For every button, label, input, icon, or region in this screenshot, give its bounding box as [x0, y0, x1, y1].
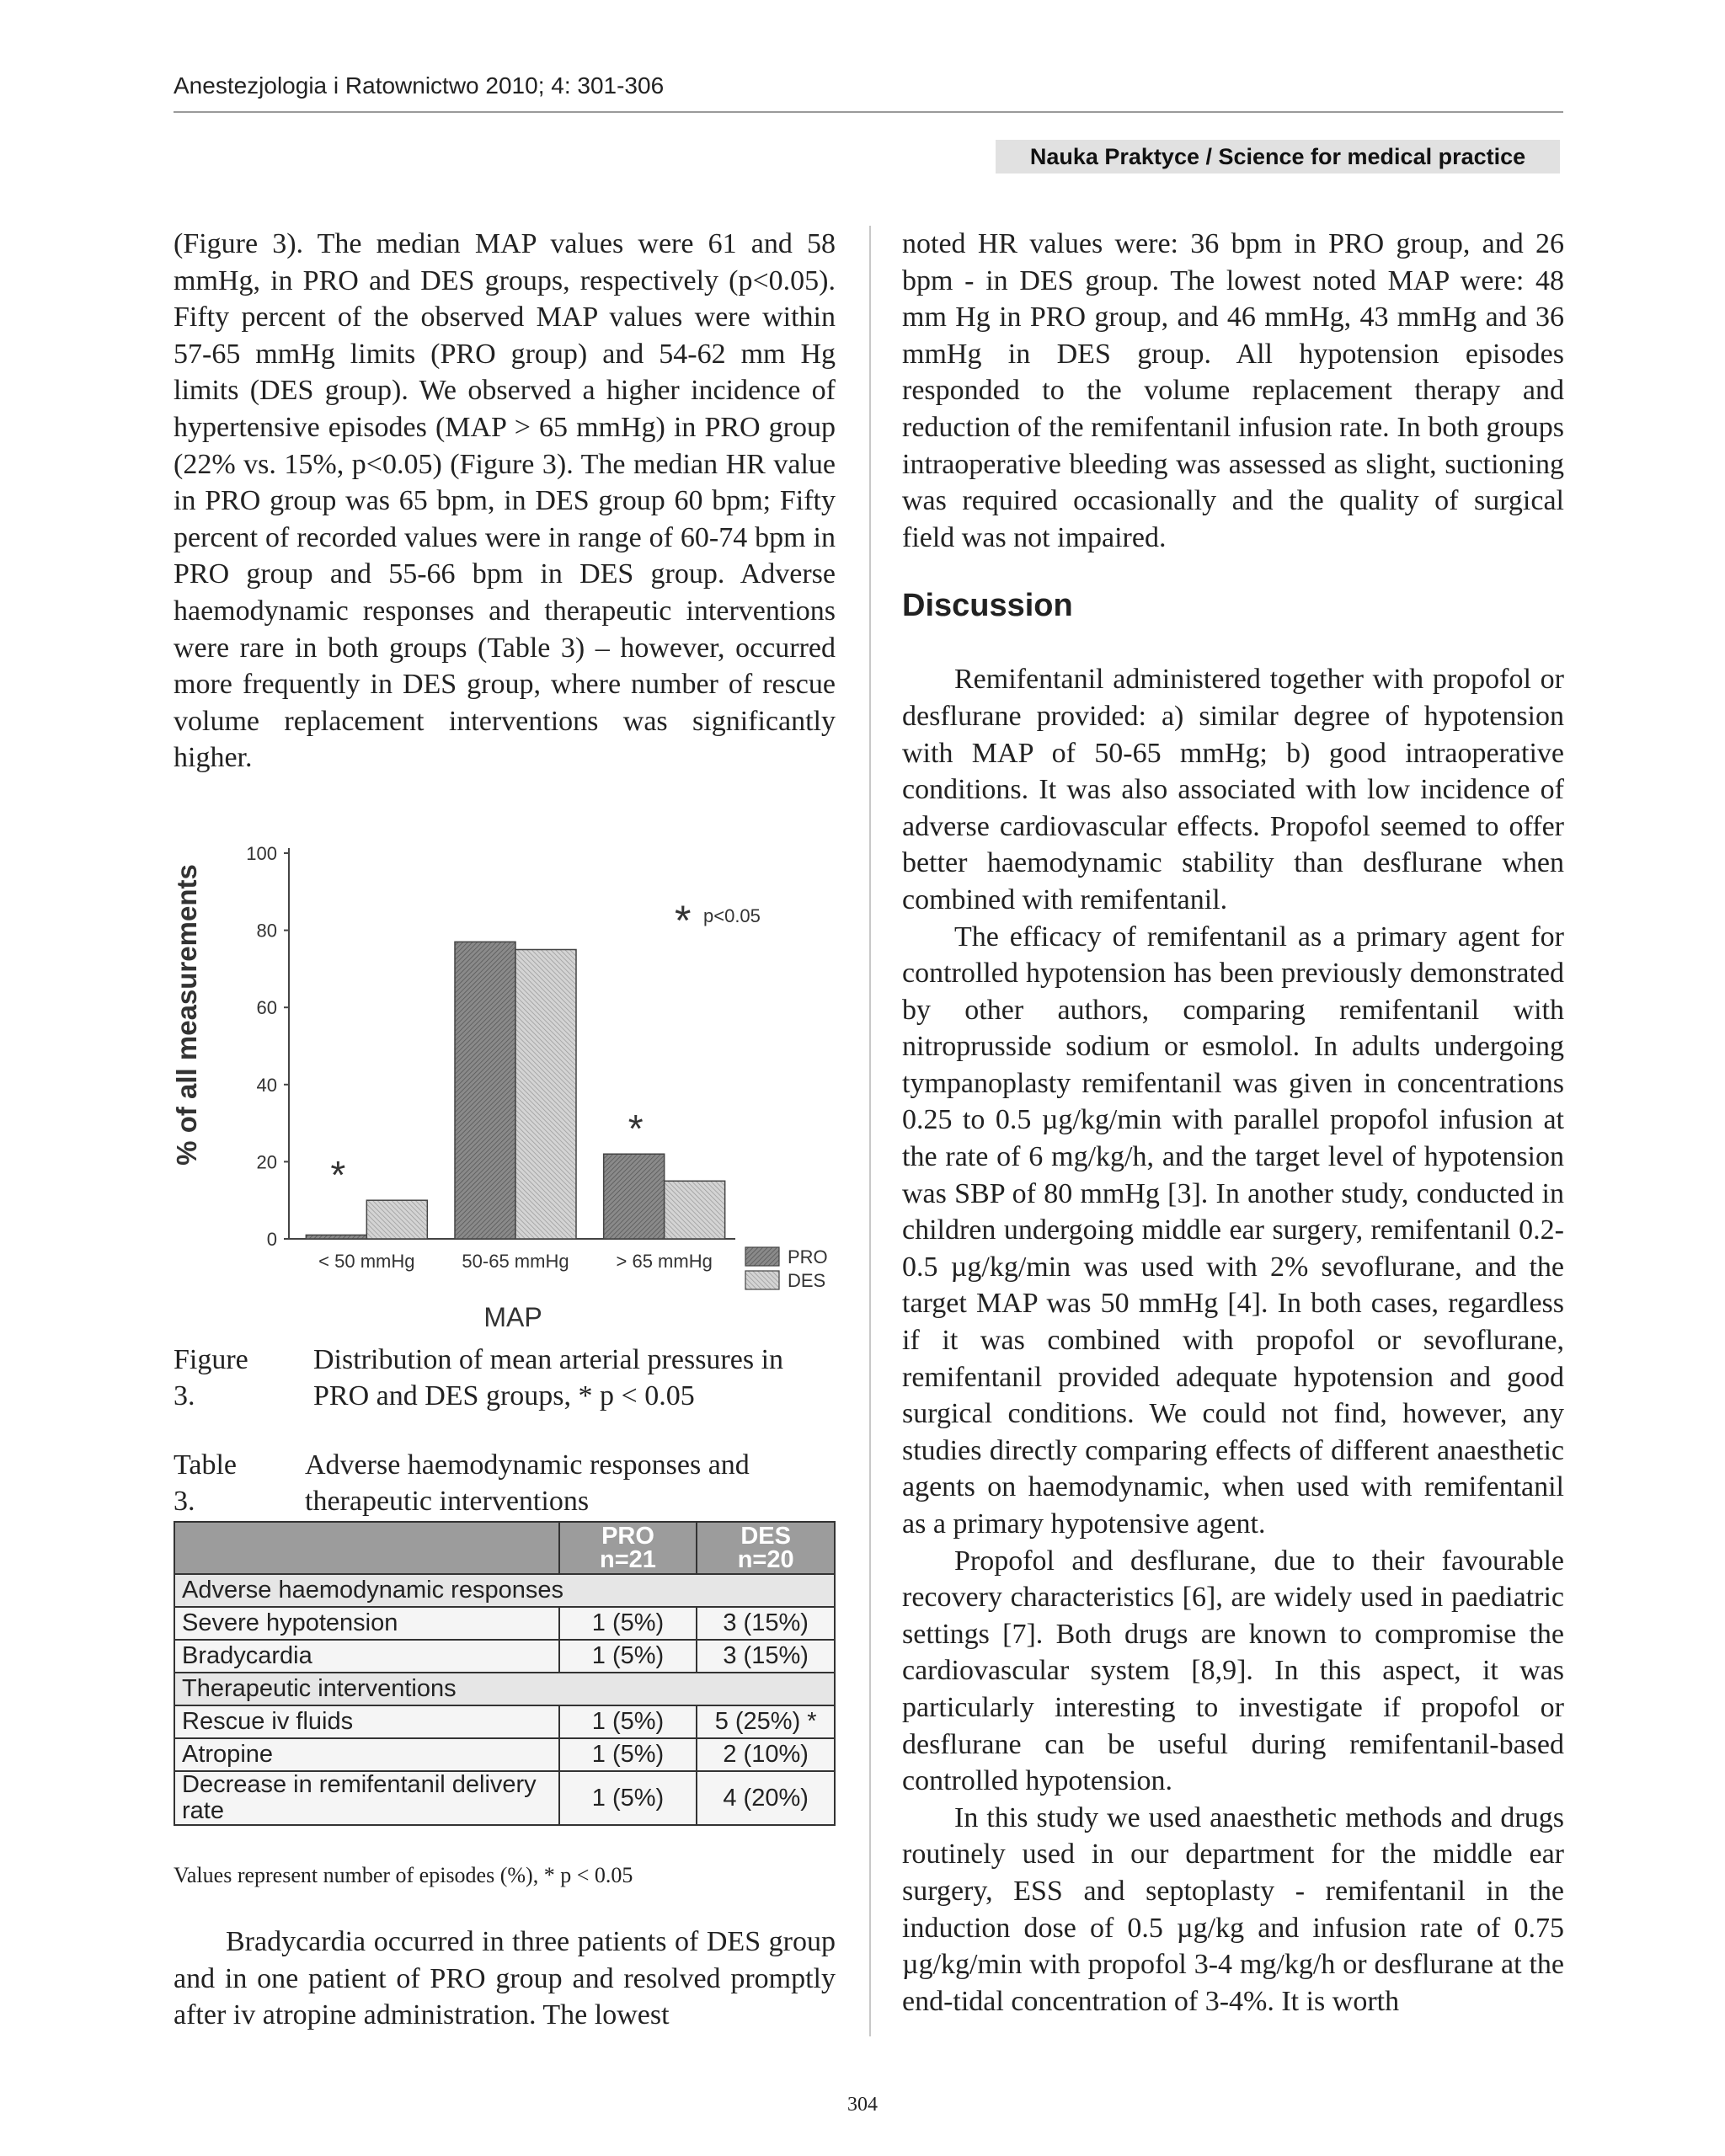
row-des-value: 2 (10%) — [697, 1738, 835, 1771]
y-tick-label: 100 — [246, 843, 277, 864]
figure-3-label: Figure 3. — [174, 1344, 248, 1412]
bar-des — [665, 1181, 725, 1239]
bar-des — [515, 950, 576, 1240]
table-header-des: DES n=20 — [697, 1522, 835, 1574]
figure-3-caption-text: Distribution of mean arterial pressures in PRO and DES groups, * p < 0.05 — [313, 1344, 784, 1412]
row-des-value: 3 (15%) — [697, 1640, 835, 1673]
table-header-empty — [174, 1522, 559, 1574]
significance-star: * — [330, 1153, 346, 1198]
y-tick-label: 40 — [256, 1074, 277, 1096]
y-tick-label: 80 — [256, 920, 277, 942]
bar-pro — [455, 942, 515, 1239]
row-label: Atropine — [174, 1738, 559, 1771]
row-label: Bradycardia — [174, 1640, 559, 1673]
row-pro-value: 1 (5%) — [559, 1640, 697, 1673]
table-group-row — [174, 1574, 835, 1607]
table-3 — [174, 1521, 836, 1826]
column-divider — [869, 226, 871, 2036]
bar-des — [366, 1200, 427, 1239]
annotation-text: p<0.05 — [703, 905, 761, 926]
row-pro-value: 1 (5%) — [559, 1607, 697, 1640]
row-des-value: 5 (25%) * — [697, 1705, 835, 1738]
group-therapeutic-interventions: Therapeutic interventions — [174, 1673, 835, 1705]
figure-3-chart — [164, 821, 846, 1343]
discussion-paragraph-4: In this study we used anaesthetic methods and drugs routinely used in our department for the middle ear surgery, ESS and septoplasty - remifentanil in the induction dose of 0.5 µg/kg and infusion rate of 0.75 µg/kg/min with propofol 3-4 mg/kg/h or desflurane at the end-tidal concentration of 3-4%. It is worth — [902, 1801, 1564, 2017]
row-pro-value: 1 (5%) — [559, 1705, 697, 1738]
row-label: Severe hypotension — [174, 1607, 559, 1640]
y-ticks — [246, 843, 289, 1250]
legend-swatch-pro — [745, 1247, 779, 1266]
row-label: Rescue iv fluids — [174, 1705, 559, 1738]
x-tick-label: > 65 mmHg — [616, 1251, 713, 1272]
table-header-pro: PRO n=21 — [559, 1522, 697, 1574]
x-axis-label: MAP — [483, 1302, 542, 1332]
table-3-label: Table 3. — [174, 1449, 238, 1517]
table-3-title: Adverse haemodynamic responses and therapeutic interventions — [305, 1449, 750, 1517]
bar-pro — [306, 1235, 366, 1239]
table-row — [174, 1705, 835, 1738]
bradycardia-paragraph: Bradycardia occurred in three patients of DES group and in one patient of PRO group and resolved promptly after iv atropine administration. The lowest — [174, 1926, 836, 2031]
left-column — [174, 226, 836, 776]
row-des-value: 3 (15%) — [697, 1607, 835, 1640]
legend-label-pro: PRO — [788, 1246, 828, 1267]
header-rule — [174, 111, 1563, 113]
results-paragraph: (Figure 3). The median MAP values were 61 and 58 mmHg, in PRO and DES groups, respectively (p<0.05). Fifty percent of the observed MAP values were within 57-65 mmHg limits (PRO group) and 54-62 mm Hg limits (DES group). We observed a higher incidence of hypertensive episodes (MAP > 65 mmHg) in PRO group (22% vs. 15%, p<0.05) (Figure 3). The median HR value in PRO group was 65 bpm, in DES group 60 bpm; Fifty percent of recorded values were in range of 60-74 bpm in PRO group and 55-66 bpm in DES group. Adverse haemodynamic responses and therapeutic interventions were rare in both groups (Table 3) – however, occurred more frequently in DES group, where number of rescue volume replacement interventions was significantly higher. — [174, 228, 836, 774]
lowest-values-paragraph: noted HR values were: 36 bpm in PRO group, and 26 bpm - in DES group. The lowest noted MAP were: 48 mm Hg in PRO group, and 46 mmHg, 43 mmHg and 36 mmHg in DES group. All hypotension episodes responded to the volume replacement therapy and reduction of the remifentanil infusion rate. In both groups intraoperative bleeding was assessed as slight, suctioning was required occasionally and the quality of surgical field was not impaired. — [902, 228, 1564, 553]
legend-swatch-des — [745, 1271, 779, 1289]
y-tick-label: 20 — [256, 1151, 277, 1173]
significance-star: * — [628, 1107, 644, 1151]
chart-svg — [164, 821, 846, 1343]
discussion-heading: Discussion — [902, 588, 1073, 624]
table-row — [174, 1640, 835, 1673]
annotation-star: * — [675, 897, 692, 944]
bar-pro — [604, 1154, 665, 1239]
page-number: 304 — [847, 2094, 878, 2116]
discussion-paragraph-1: Remifentanil administered together with propofol or desflurane provided: a) similar degree of hypotension with MAP of 50-65 mmHg; b) good intraoperative conditions. It was also associated with low incidence of adverse cardiovascular effects. Propofol seemed to offer better haemodynamic stability than desflurane when combined with remifentanil. — [902, 664, 1564, 915]
row-des-value: 4 (20%) — [697, 1771, 835, 1825]
legend-label-des: DES — [788, 1270, 826, 1291]
y-tick-label: 0 — [266, 1229, 277, 1250]
chart-legend — [745, 1246, 828, 1291]
x-tick-label: < 50 mmHg — [318, 1251, 415, 1272]
x-tick-labels — [318, 1251, 713, 1272]
table-header-row — [174, 1522, 835, 1574]
y-tick-label: 60 — [256, 997, 277, 1019]
right-column — [902, 226, 1564, 2020]
section-banner: Nauka Praktyce / Science for medical practice — [996, 140, 1560, 173]
x-tick-label: 50-65 mmHg — [462, 1251, 569, 1272]
row-pro-value: 1 (5%) — [559, 1738, 697, 1771]
left-column-bottom — [174, 1924, 836, 2034]
discussion-paragraph-2: The efficacy of remifentanil as a primary agent for controlled hypotension has been previously demonstrated by other authors, comparing remifentanil with nitroprusside sodium or esmolol. In adults undergoing tympanoplasty remifentanil was given in concentrations 0.25 to 0.5 µg/kg/min with parallel propofol infusion at the rate of 6 mg/kg/h, and the target level of hypotension was SBP of 80 mmHg [3]. In another study, conducted in children undergoing middle ear surgery, remifentanil 0.2-0.5 µg/kg/min was used with 2% sevoflurane, and the target MAP was 50 mmHg [4]. In both cases, regardless if it was combined with propofol or sevoflurane, remifentanil provided adequate hypotension and good surgical conditions. We could not find, however, any studies directly comparing effects of different anaesthetic agents on haemodynamic, when used with remifentanil as a primary hypotensive agent. — [902, 921, 1564, 1540]
p-value-annotation — [675, 897, 761, 944]
row-pro-value: 1 (5%) — [559, 1771, 697, 1825]
table-row — [174, 1771, 835, 1825]
table-footnote: Values represent number of episodes (%), * p < 0.05 — [174, 1863, 633, 1887]
journal-header: Anestezjologia i Ratownictwo 2010; 4: 301-306 — [174, 72, 665, 99]
table-row — [174, 1738, 835, 1771]
table-row — [174, 1607, 835, 1640]
y-axis-label: % of all measurements — [171, 864, 202, 1166]
group-adverse-responses: Adverse haemodynamic responses — [174, 1574, 835, 1607]
table-group-row — [174, 1673, 835, 1705]
discussion-paragraph-3: Propofol and desflurane, due to their favourable recovery characteristics [6], are widely used in paediatric settings [7]. Both drugs are known to compromise the cardiovascular system [8,9]. In this aspect, it was particularly interesting to investigate if propofol or desflurane can be useful during remifentanil-based controlled hypotension. — [902, 1545, 1564, 1797]
row-label: Decrease in remifentanil delivery rate — [174, 1771, 559, 1825]
bars — [306, 942, 724, 1239]
